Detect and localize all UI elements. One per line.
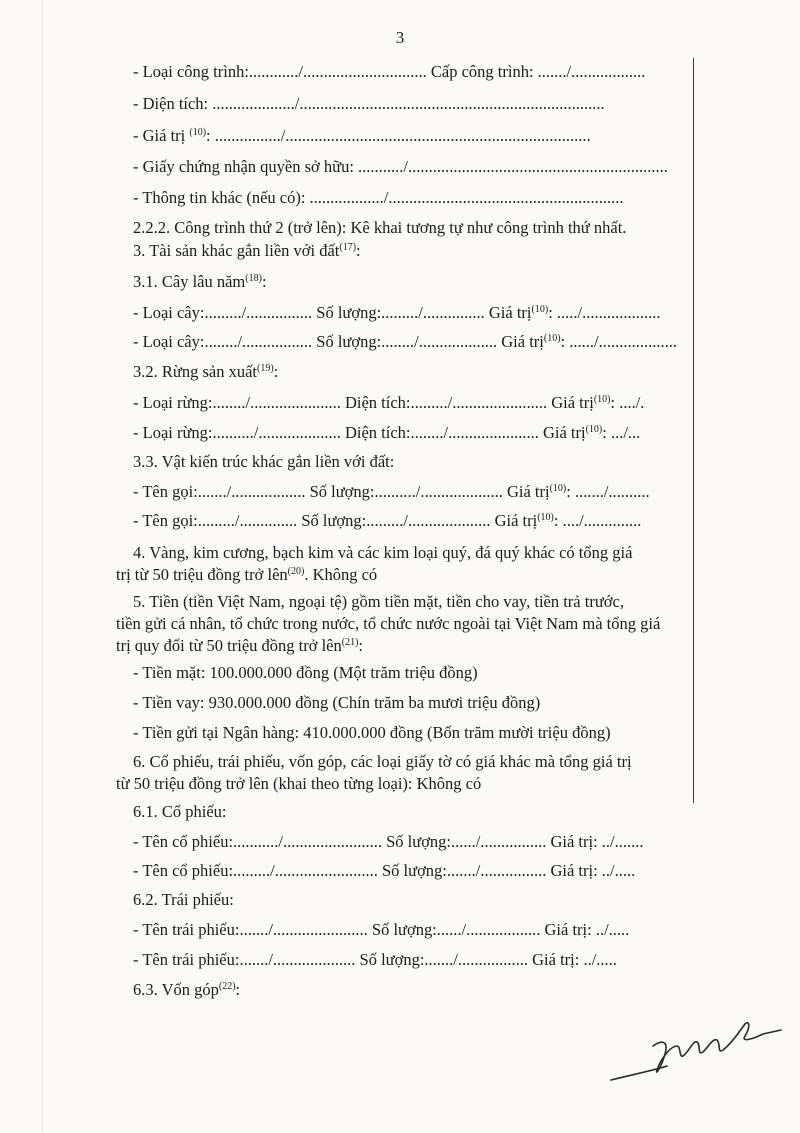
line-loai-cay-1 — [133, 303, 660, 323]
text: trị quy đổi từ 50 triệu đồng trở lên — [116, 636, 342, 655]
vertical-margin-line — [693, 58, 694, 803]
footnote-ref: (10) — [531, 304, 549, 315]
line-cong-trinh-thu-2: 2.2.2. Công trình thứ 2 (trở lên): Kê khai tương tự như công trình thứ nhất. — [133, 218, 627, 237]
text: : — [358, 636, 363, 655]
text: - Tên gọi:......./.................. Số lượng:........../.................... Giá trị — [133, 482, 550, 501]
paragraph-tien-cont-2 — [116, 636, 363, 656]
footnote-ref: (10) — [543, 333, 561, 344]
paragraph-vang-kim-cuong: 4. Vàng, kim cương, bạch kim và các kim loại quý, đá quý khác có tổng giá — [133, 543, 633, 562]
text: : ..../. — [610, 393, 645, 412]
text: : — [261, 272, 267, 291]
text: : ..../.............. — [553, 511, 642, 530]
line-gia-tri — [133, 126, 591, 146]
text: trị từ 50 triệu đồng trở lên — [116, 565, 288, 584]
text: - Loại cây:........./................ Số lượng:........./............... Giá trị — [133, 303, 532, 322]
heading-vat-kien-truc: 3.3. Vật kiến trúc khác gắn liền với đất: — [133, 452, 395, 471]
paragraph-tien: 5. Tiền (tiền Việt Nam, ngoại tệ) gồm tiền mặt, tiền cho vay, tiền trả trước, — [133, 592, 624, 611]
paragraph-vang-kim-cuong-cont — [116, 565, 377, 585]
line-ten-goi-2 — [133, 511, 641, 531]
text: : ................/.......................................................................... — [206, 126, 591, 145]
text: - Loại rừng:......../...................... Diện tích:........./....................... Giá trị — [133, 393, 594, 412]
paragraph-co-phieu-cont: từ 50 triệu đồng trở lên (khai theo từng loại): Không có — [116, 774, 482, 793]
line-ten-co-phieu-2: - Tên cổ phiếu:........./......................... Số lượng:......./................ Giá trị: ../..... — [133, 861, 636, 880]
footnote-ref: (22) — [218, 981, 236, 992]
line-thong-tin-khac: - Thông tin khác (nếu có): ................../......................................................... — [133, 188, 624, 207]
line-ten-trai-phieu-1: - Tên trái phiếu:......./....................... Số lượng:....../.................. Giá trị: ../..... — [133, 920, 630, 939]
line-loai-cong-trinh: - Loại công trình:............/.............................. Cấp công trình: ......./.................. — [133, 62, 646, 81]
heading-rung-san-xuat — [133, 362, 278, 382]
footnote-ref: (19) — [256, 363, 274, 374]
line-ten-trai-phieu-2: - Tên trái phiếu:......./.................... Số lượng:......./................. Giá trị: ../..... — [133, 950, 617, 969]
text: : ....../................... — [560, 332, 677, 351]
line-giay-chung-nhan: - Giấy chứng nhận quyền sở hữu: .........../............................................................... — [133, 157, 668, 176]
heading-co-phieu: 6.1. Cổ phiếu: — [133, 802, 227, 821]
heading-cay-lau-nam — [133, 272, 267, 292]
line-tien-vay: - Tiền vay: 930.000.000 đồng (Chín trăm ba mươi triệu đồng) — [133, 693, 541, 712]
signature-icon — [605, 1010, 785, 1090]
heading-von-gop — [133, 980, 240, 1000]
footnote-ref: (10) — [189, 127, 207, 138]
footnote-ref: (17) — [339, 242, 357, 253]
scan-edge-mark — [42, 0, 43, 1133]
paragraph-co-phieu: 6. Cổ phiếu, trái phiếu, vốn góp, các loại giấy tờ có giá khác mà tổng giá trị — [133, 752, 632, 771]
footnote-ref: (10) — [549, 483, 567, 494]
text: . Không có — [304, 565, 378, 584]
footnote-ref: (10) — [593, 394, 611, 405]
text: 3. Tài sản khác gắn liền với đất — [133, 241, 340, 260]
text: - Giá trị — [133, 126, 190, 145]
text: 3.2. Rừng sản xuất — [133, 362, 257, 381]
text: - Loại rừng:........../.................... Diện tích:......../...................... Giá trị — [133, 423, 586, 442]
heading-tai-san-khac — [133, 241, 361, 261]
heading-trai-phieu: 6.2. Trái phiếu: — [133, 890, 234, 909]
text: 6.3. Vốn góp — [133, 980, 219, 999]
line-tien-gui: - Tiền gửi tại Ngân hàng: 410.000.000 đồng (Bốn trăm mười triệu đồng) — [133, 723, 611, 742]
footnote-ref: (10) — [537, 512, 554, 523]
line-tien-mat: - Tiền mặt: 100.000.000 đồng (Một trăm triệu đồng) — [133, 663, 478, 682]
footnote-ref: (20) — [287, 566, 305, 577]
line-loai-rung-1 — [133, 393, 644, 413]
text: : — [273, 362, 279, 381]
line-loai-rung-2 — [133, 423, 640, 443]
line-loai-cay-2 — [133, 332, 677, 352]
page-number: 3 — [395, 28, 405, 47]
text: - Loại cây:......../................. Số lượng:......../................... Giá trị — [133, 332, 544, 351]
footnote-ref: (18) — [245, 273, 262, 284]
footnote-ref: (21) — [341, 637, 359, 648]
line-dien-tich: - Diện tích: ..................../.......................................................................... — [133, 94, 605, 113]
line-ten-goi-1 — [133, 482, 650, 502]
paragraph-tien-cont-1: tiền gửi cá nhân, tổ chức trong nước, tổ chức nước ngoài tại Việt Nam mà tổng giá — [116, 614, 661, 633]
line-ten-co-phieu-1: - Tên cổ phiếu:.........../........................ Số lượng:....../................ Giá trị: ../....... — [133, 832, 644, 851]
text: : ......./.......... — [566, 482, 650, 501]
text: : — [235, 980, 241, 999]
text: : — [356, 241, 361, 260]
text: : ...../................... — [548, 303, 661, 322]
text: : .../... — [602, 423, 641, 442]
text: - Tên gọi:........./.............. Số lượng:........./.................... Giá trị — [133, 511, 538, 530]
footnote-ref: (10) — [585, 424, 603, 435]
text: 3.1. Cây lâu năm — [133, 272, 246, 291]
